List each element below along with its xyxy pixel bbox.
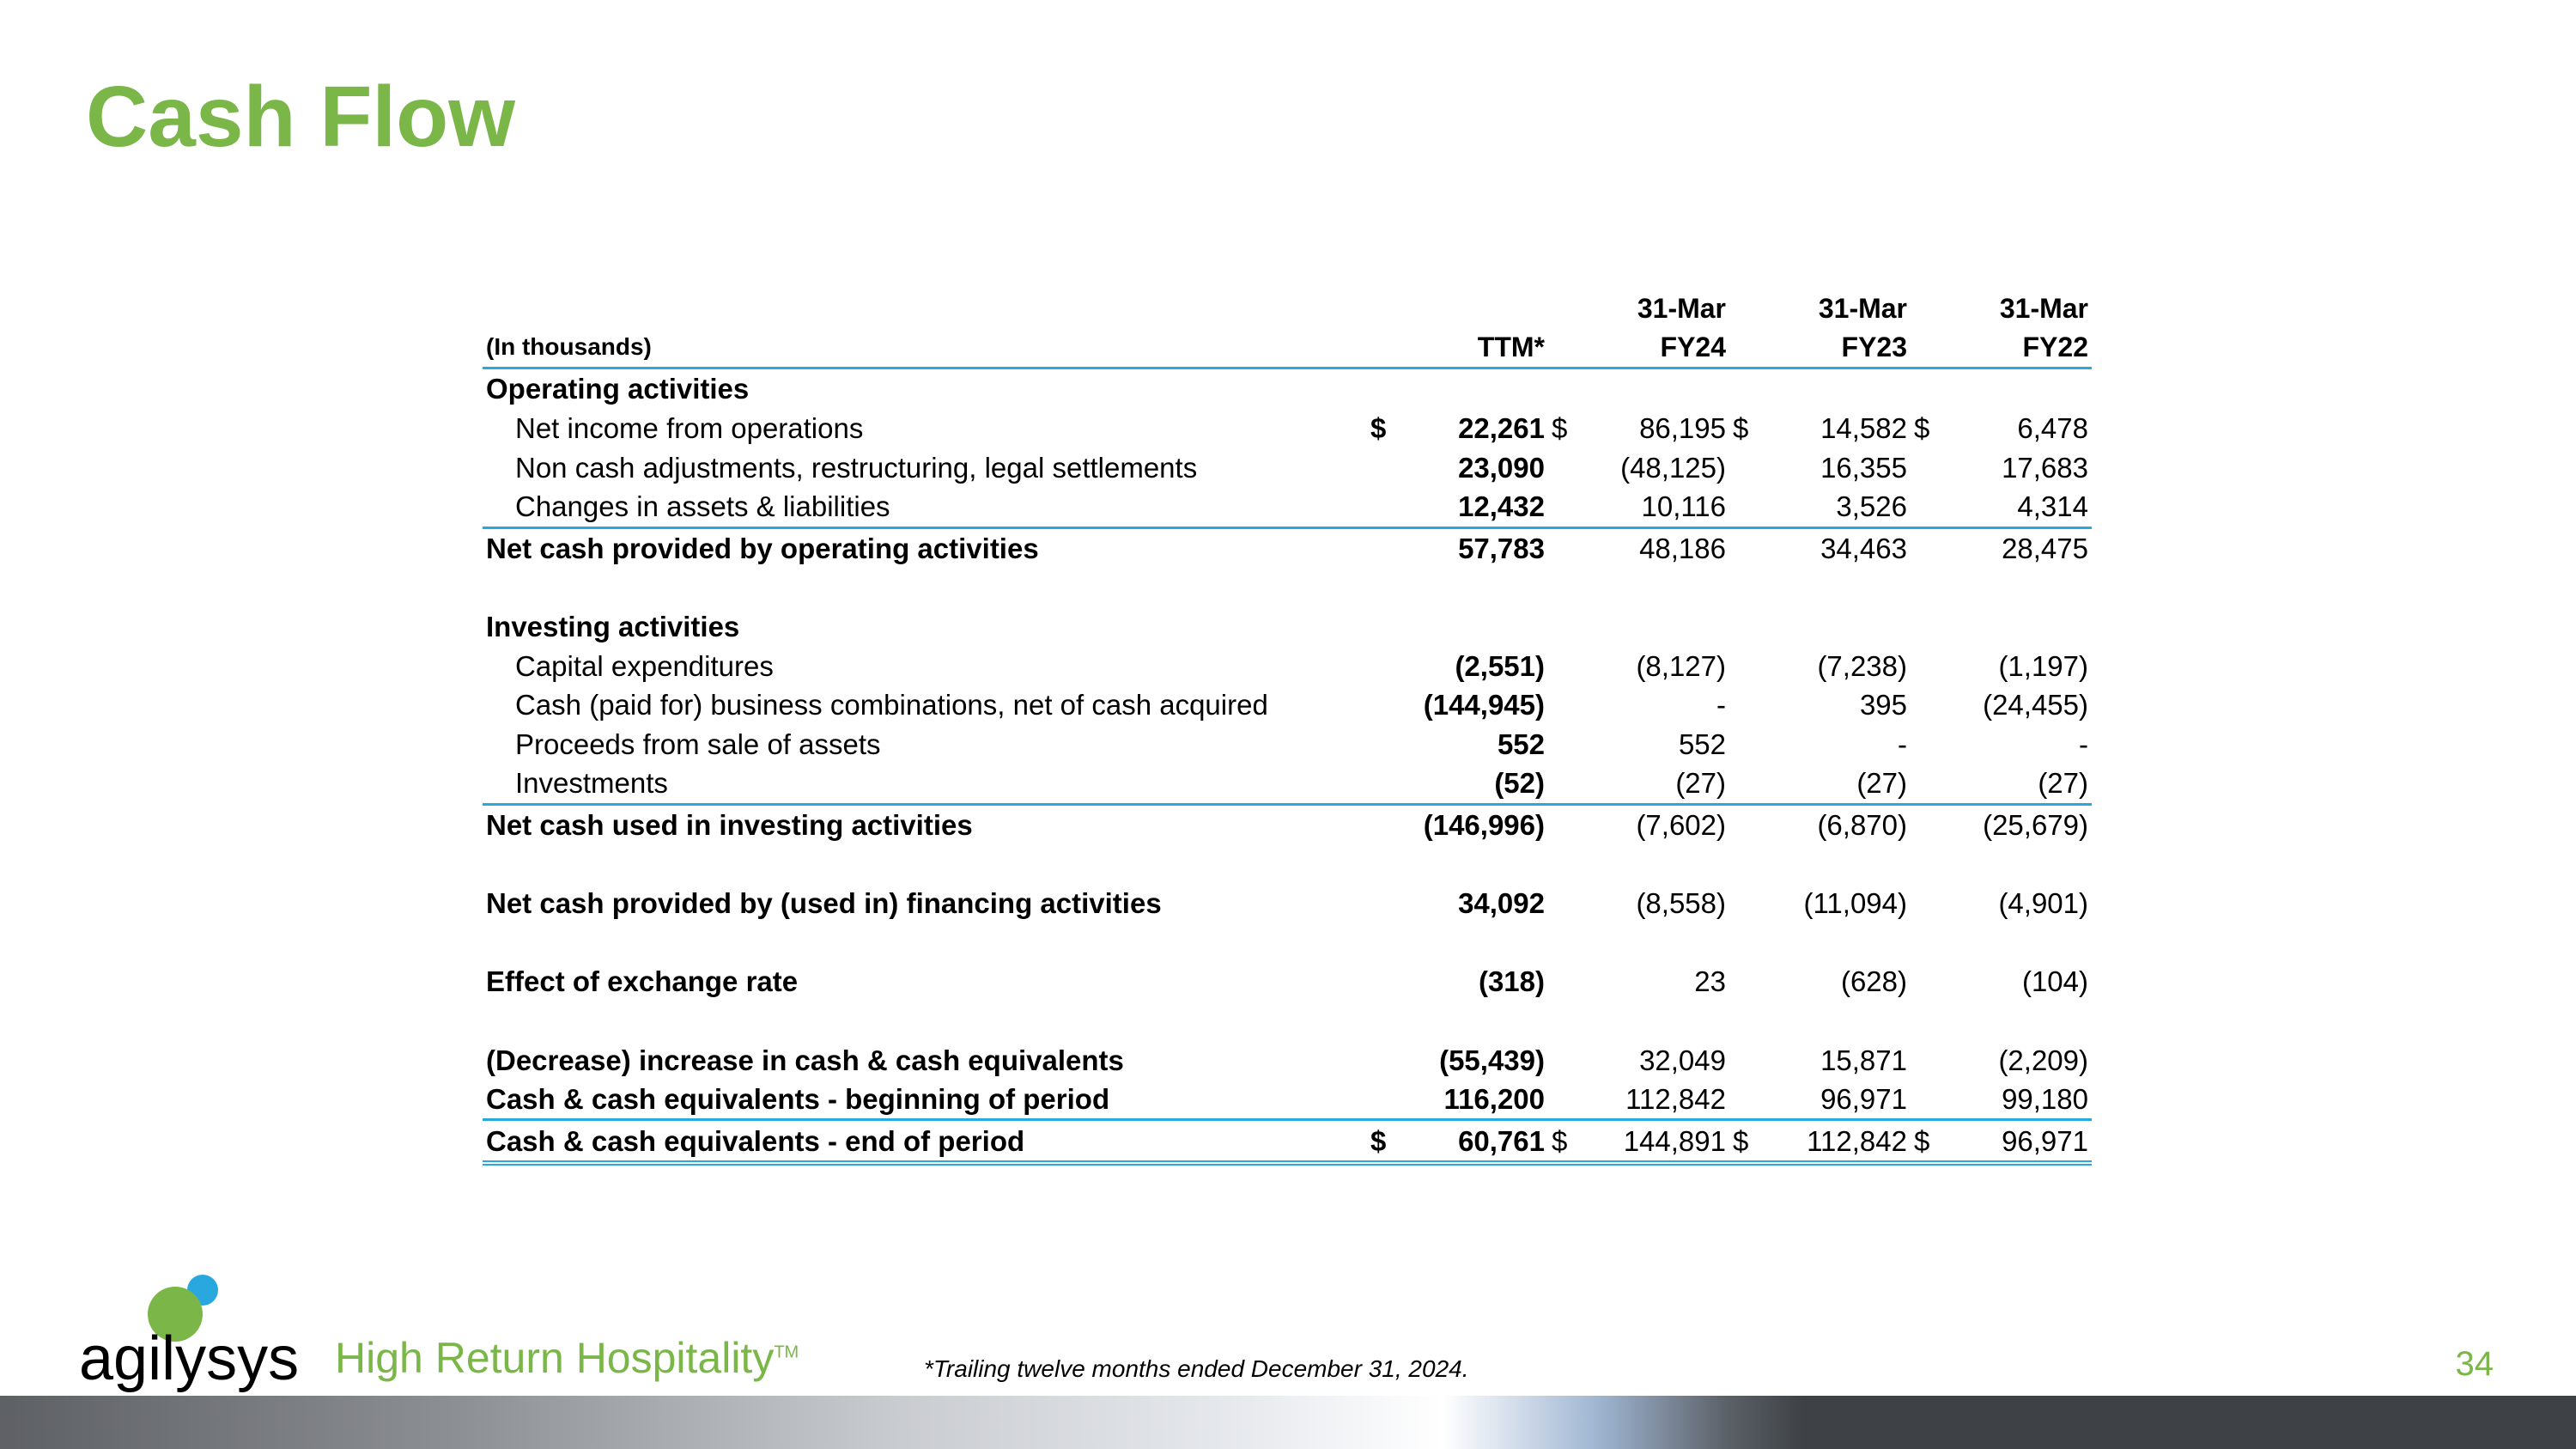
- table-cell: (7,238): [1817, 649, 1907, 682]
- table-cell: 28,475: [1911, 527, 2092, 568]
- table-row: [483, 447, 2092, 487]
- table-cell: (55,439): [1439, 1044, 1545, 1076]
- table-cell: (318): [1478, 965, 1545, 998]
- table-cell: (27): [1675, 767, 1726, 800]
- spacer-row: [483, 568, 2092, 607]
- logo-wordmark: agilysys: [79, 1324, 300, 1393]
- table-row: [483, 409, 2092, 448]
- table-cell: 552: [1678, 728, 1726, 760]
- section-heading: Operating activities: [486, 373, 750, 405]
- table-row: [483, 1040, 2092, 1080]
- table-cell: (52): [1494, 767, 1545, 800]
- row-label: Proceeds from sale of assets: [515, 728, 881, 760]
- row-label: Net cash provided by operating activities: [483, 527, 1367, 568]
- row-label: Cash (paid for) business combinations, net of cash acquired: [515, 689, 1268, 721]
- table-cell: 112,842: [1625, 1083, 1726, 1116]
- table-cell: (48,125): [1620, 451, 1726, 484]
- column-header-top: 31-Mar: [1637, 292, 1726, 324]
- table-row: [483, 646, 2092, 685]
- table-cell: (11,094): [1803, 887, 1907, 920]
- column-header-top: [1367, 289, 1548, 328]
- table-header-row-top: [483, 289, 2092, 328]
- table-cell: $ 96,971: [1911, 1120, 2092, 1163]
- row-label: Cash & cash equivalents - end of period: [483, 1120, 1367, 1163]
- table-cell: (25,679): [1911, 804, 2092, 844]
- spacer-row: [483, 844, 2092, 884]
- table-cell: (104): [2021, 965, 2088, 998]
- table-cell: -: [1716, 689, 1726, 721]
- subtotal-row: [483, 527, 2092, 568]
- row-label: Net income from operations: [515, 412, 864, 445]
- table-cell: (27): [2038, 767, 2088, 800]
- table-cell: 32,049: [1639, 1044, 1726, 1076]
- table-header-row: [483, 328, 2092, 368]
- row-label: Effect of exchange rate: [486, 965, 799, 998]
- row-label: (Decrease) increase in cash & cash equivalents: [486, 1044, 1124, 1076]
- table-cell: $ 6,478: [1914, 412, 2088, 445]
- table-cell: (27): [1856, 767, 1907, 800]
- table-cell: (144,945): [1423, 689, 1545, 721]
- table-row: [483, 1080, 2092, 1120]
- table-cell: (2,551): [1455, 649, 1545, 682]
- table-cell: (146,996): [1367, 804, 1548, 844]
- column-header: TTM*: [1367, 328, 1548, 368]
- table-cell: $ 60,761: [1367, 1120, 1548, 1163]
- table-cell: 96,971: [1820, 1083, 1907, 1116]
- table-cell: (1,197): [1998, 649, 2088, 682]
- spacer-row: [483, 1002, 2092, 1041]
- table-cell: (24,455): [1983, 689, 2088, 721]
- table-cell: 34,463: [1729, 527, 1911, 568]
- table-cell: 17,683: [2002, 451, 2088, 484]
- table-cell: 34,092: [1458, 887, 1545, 920]
- cash-flow-table: [483, 289, 2092, 1166]
- table-cell: (7,602): [1548, 804, 1729, 844]
- table-cell: 116,200: [1443, 1083, 1545, 1116]
- table-cell: 16,355: [1820, 451, 1907, 484]
- table-cell: 10,116: [1641, 490, 1726, 523]
- table-cell: $ 14,582: [1733, 412, 1907, 445]
- column-header-top: 31-Mar: [1818, 292, 1907, 324]
- column-header: FY22: [1911, 328, 2092, 368]
- trademark-mark: TM: [774, 1342, 799, 1362]
- table-cell: 23: [1694, 965, 1726, 998]
- row-label: Non cash adjustments, restructuring, legal settlements: [515, 451, 1198, 484]
- table-cell: 3,526: [1836, 490, 1907, 523]
- table-cell: -: [2079, 728, 2088, 760]
- row-label: Changes in assets & liabilities: [515, 490, 890, 523]
- table-row: [483, 725, 2092, 764]
- table-cell: 4,314: [2017, 490, 2088, 523]
- row-label: Net cash used in investing activities: [483, 804, 1367, 844]
- table-cell: 57,783: [1367, 527, 1548, 568]
- brand-tagline: High Return Hospitality™: [335, 1334, 799, 1382]
- table-cell: 99,180: [2002, 1083, 2088, 1116]
- table-cell: 23,090: [1458, 451, 1545, 484]
- subtotal-row: [483, 804, 2092, 844]
- table-cell: (2,209): [1998, 1044, 2088, 1076]
- table-cell: (628): [1840, 965, 1907, 998]
- table-cell: 552: [1497, 728, 1545, 760]
- row-label: Net cash provided by (used in) financing activities: [486, 887, 1162, 920]
- table-cell: 48,186: [1548, 527, 1729, 568]
- page-number: 34: [2455, 1345, 2494, 1383]
- table-cell: 15,871: [1820, 1044, 1907, 1076]
- table-cell: 12,432: [1458, 490, 1545, 523]
- table-row: [483, 764, 2092, 804]
- section-heading: Investing activities: [486, 611, 740, 643]
- footnote: *Trailing twelve months ended December 31, 2024.: [924, 1355, 1469, 1382]
- table-cell: (6,870): [1729, 804, 1911, 844]
- table-cell: (8,127): [1636, 649, 1726, 682]
- table-cell: -: [1898, 728, 1907, 760]
- column-header: FY23: [1729, 328, 1911, 368]
- table-row: [483, 962, 2092, 1002]
- units-label: (In thousands): [483, 328, 1367, 368]
- agilysys-logo: [79, 1264, 328, 1393]
- table-cell: $ 22,261: [1370, 412, 1545, 445]
- section-heading-row: [483, 607, 2092, 647]
- section-heading-row: [483, 368, 2092, 409]
- row-label: Investments: [515, 767, 668, 800]
- footer-gradient-bar: [0, 1396, 2576, 1449]
- table-cell: $ 144,891: [1548, 1120, 1729, 1163]
- table-cell: $ 112,842: [1729, 1120, 1911, 1163]
- total-row: [483, 1120, 2092, 1163]
- column-header: FY24: [1548, 328, 1729, 368]
- row-label: Cash & cash equivalents - beginning of period: [486, 1083, 1110, 1116]
- table-cell: (8,558): [1636, 887, 1726, 920]
- table-cell: 395: [1859, 689, 1907, 721]
- table-row: [483, 685, 2092, 725]
- row-label: Capital expenditures: [515, 649, 774, 682]
- spacer-row: [483, 923, 2092, 963]
- table-cell: $ 86,195: [1552, 412, 1726, 445]
- table-row: [483, 487, 2092, 527]
- column-header-top: 31-Mar: [1999, 292, 2088, 324]
- table-row: [483, 884, 2092, 923]
- table-cell: (4,901): [1998, 887, 2088, 920]
- slide-title: Cash Flow: [86, 69, 516, 165]
